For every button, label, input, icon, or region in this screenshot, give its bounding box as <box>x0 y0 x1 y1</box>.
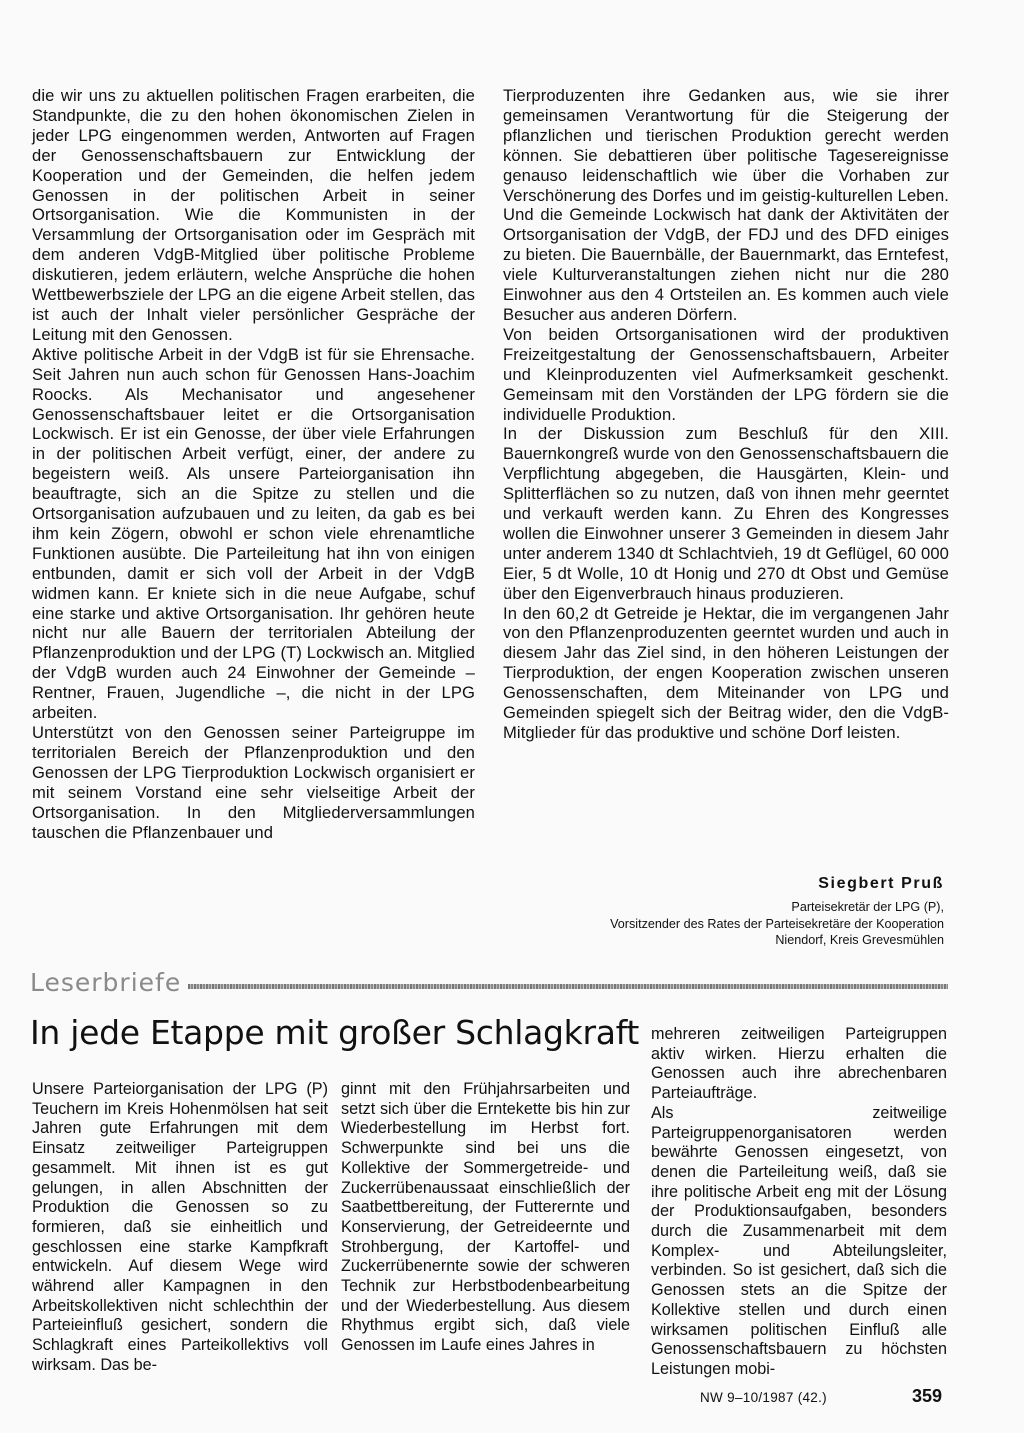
paragraph: In den 60,2 dt Getreide je Hektar, die im vergangenen Jahr von den Pflanzenproduzenten geerntet wurden und auch in diesem Jahr das Ziel sind, in den höheren Leistungen der Tierproduktion, der engen Kooperation zwischen unseren Genossenschaften, dem Miteinander von LPG und Gemeinden spiegelt sich der Beitrag wider, den die VdgB-Mitglieder für das produktive und schöne Dorf leisten. <box>503 603 949 742</box>
paragraph: Unsere Parteiorganisation der LPG (P) Teuchern im Kreis Hohenmölsen hat seit Jahren gute Erfahrungen mit dem Einsatz zeitweiliger Parteigruppen gesammelt. Mit ihnen ist es gut gelungen, in allen Abschnitten der Produktion die Genossen so zu formieren, daß sie einheitlich und geschlossen eine starke Kampfkraft entwickeln. Auf diesem Wege wird während aller Kampagnen in den Arbeitskollektiven nicht schlechthin der Parteieinfluß gesichert, sondern die Schlagkraft eines Parteikollektivs voll wirksam. Das be- <box>32 1080 328 1374</box>
letter-column-3 <box>651 1025 947 1380</box>
section-label: Leserbriefe <box>30 968 182 997</box>
author-role: Parteisekretär der LPG (P), <box>791 900 944 914</box>
letter-column-2 <box>341 1080 630 1356</box>
author-signature <box>504 875 944 949</box>
issue-reference: NW 9–10/1987 (42.) <box>700 1390 827 1405</box>
article-headline: In jede Etappe mit großer Schlagkraft <box>30 1013 640 1052</box>
paragraph: mehreren zeitweiligen Parteigruppen aktiv wirken. Hierzu erhalten die Genossen auch ihre abrechenbaren Parteiaufträge. <box>651 1025 947 1103</box>
article-column-left <box>32 86 475 842</box>
paragraph: die wir uns zu aktuellen politischen Fragen erarbeiten, die Standpunkte, die zu den hohen ökonomischen Zielen in jeder LPG eingenommen werden, Antworten auf Fragen der Genossenschaftsbauern zur Entwicklung der Kooperation und der Gemeinden, die helfen jedem Genossen in der politischen Arbeit in seiner Ortsorganisation. Wie die Kommunisten in der Versammlung der Ortsorganisation oder im Gespräch mit dem anderen VdgB-Mitglied über politische Probleme diskutieren, jedem erläutern, welche Ansprüche die hohen Wettbewerbsziele der LPG an die eigene Arbeit stellen, das ist auch der Inhalt vieler persönlicher Gespräche der Leitung mit den Genossen. <box>32 86 475 344</box>
author-name: Siegbert Pruß <box>818 875 944 892</box>
section-divider <box>188 984 948 989</box>
page-number: 359 <box>912 1386 943 1406</box>
author-location: Niendorf, Kreis Grevesmühlen <box>775 933 944 947</box>
paragraph: Aktive politische Arbeit in der VdgB ist für sie Ehrensache. Seit Jahren nun auch schon für Genossen Hans-Joachim Roocks. Als Mechanisator und angesehener Genossenschaftsbauer leitet er die Ortsorganisation Lockwisch. Er ist ein Genosse, der über viele Erfahrungen in der politischen Arbeit verfügt, einer, der andere zu begeistern weiß. Als unsere Parteiorganisation ihn beauftragte, sich an die Spitze zu stellen und die Ortsorganisation aufzubauen und zu leiten, da gab es bei ihm kein Zögern, obwohl er schon viele ehrenamtliche Funktionen ausübte. Die Parteileitung hat ihn von einigen entbunden, damit er sich voll der Arbeit in der VdgB widmen kann. Er kniete sich in die neue Aufgabe, schuf eine starke und aktive Ortsorganisation. Ihr gehören heute nicht nur alle Bauern der territorialen Abteilung der Pflanzenproduktion und der LPG (T) Lockwisch an. Mitglied der VdgB wurden auch 24 Einwohner der Gemeinde – Rentner, Frauen, Jugendliche –, die nicht in der LPG arbeiten. <box>32 344 475 723</box>
paragraph: Als zeitweilige Parteigruppenorganisatoren werden bewährte Genossen eingesetzt, von denen die Parteileitung weiß, daß sie ihre politische Arbeit eng mit der Lösung der Produktionsaufgaben, besonders durch die Zusammenarbeit mit dem Komplex- und Abteilungsleiter, verbinden. So ist gesichert, daß sich die Genossen stets an die Spitze der Kollektive stellen und durch einen wirksamen politischen Einfluß alle Genossenschaftsbauern zu höchsten Leistungen mobi- <box>651 1103 947 1378</box>
paragraph: Von beiden Ortsorganisationen wird der produktiven Freizeitgestaltung der Genossenschaftsbauern, Arbeiter und Kleinproduzenten viel Aufmerksamkeit geschenkt. Gemeinsam mit den Vorständen der LPG fördern sie die individuelle Produktion. <box>503 324 949 424</box>
paragraph: Tierproduzenten ihre Gedanken aus, wie sie ihrer gemeinsamen Verantwortung für die Steigerung der pflanzlichen und tierischen Produktion gerecht werden können. Sie debattieren über politische Tagesereignisse genauso leidenschaftlich wie über die Vorhaben zur Verschönerung des Dorfes und im geistig-kulturellen Leben. Und die Gemeinde Lockwisch hat dank der Aktivitäten der Ortsorganisation der VdgB, der FDJ und des DFD einiges zu bieten. Die Bauernbälle, der Bauernmarkt, das Erntefest, viele Kulturveranstaltungen ziehen nicht nur die 280 Einwohner aus den 4 Ortsteilen an. Es kommen auch viele Besucher aus anderen Dörfern. <box>503 86 949 324</box>
letter-column-1 <box>32 1080 328 1376</box>
paragraph: Unterstützt von den Genossen seiner Parteigruppe im territorialen Bereich der Pflanzenproduktion und den Genossen der LPG Tierproduktion Lockwisch organisiert er mit seinem Vorstand eine sehr vielseitige Arbeit der Ortsorganisation. In den Mitgliederversammlungen tauschen die Pflanzenbauer und <box>32 723 475 842</box>
paragraph: In der Diskussion zum Beschluß für den XIII. Bauernkongreß wurde von den Genossenschaftsbauern die Verpflichtung abgegeben, die Hausgärten, Klein- und Splitterflächen so zu nutzen, daß von ihnen mehr geerntet und verkauft werden kann. Zu Ehren des Kongresses wollen die Einwohner unserer 3 Gemeinden in diesem Jahr unter anderem 1340 dt Schlachtvieh, 19 dt Geflügel, 60 000 Eier, 5 dt Wolle, 10 dt Honig und 270 dt Obst und Gemüse über den Eigenverbrauch hinaus produzieren. <box>503 424 949 603</box>
author-role: Vorsitzender des Rates der Parteisekretäre der Kooperation <box>610 916 944 931</box>
section-header <box>30 968 948 998</box>
article-column-right <box>503 86 949 743</box>
paragraph: ginnt mit den Frühjahrsarbeiten und setzt sich über die Erntekette bis hin zur Wiederbestellung im Herbst fort. Schwerpunkte sind bei uns die Kollektive der Sommergetreide- und Zuckerrübenaussaat einschließlich der Saatbettbereitung, der Futterernte und Konservierung, der Getreideernte und Strohbergung, der Kartoffel- und Zuckerrübenernte sowie der schweren Technik zur Herbstbodenbearbeitung und der Wiederbestellung. Aus diesem Rhythmus ergibt sich, daß viele Genossen im Laufe eines Jahres in <box>341 1080 630 1355</box>
